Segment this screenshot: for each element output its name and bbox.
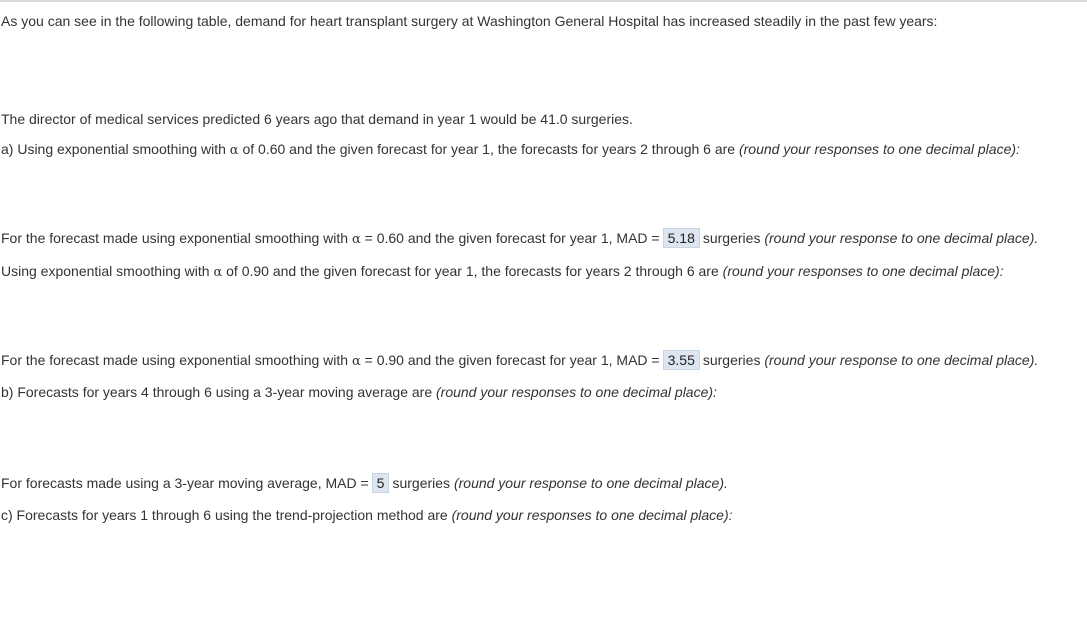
mad-090-unit: surgeries bbox=[702, 352, 761, 368]
mad-ma-note: (round your response to one decimal place). bbox=[453, 475, 728, 491]
mad-090-prefix: For the forecast made using exponential smoothing with bbox=[1, 352, 349, 368]
part-c-note: (round your responses to one decimal place): bbox=[451, 507, 733, 523]
mad-ma-row bbox=[1, 473, 728, 493]
alpha-symbol: α bbox=[213, 265, 223, 280]
part-a2-note: (round your responses to one decimal place): bbox=[722, 263, 1004, 279]
alpha-symbol: α bbox=[351, 232, 361, 247]
mad-060-unit: surgeries bbox=[702, 230, 761, 246]
mad-060-note: (round your response to one decimal place). bbox=[764, 230, 1039, 246]
part-a-middle: of 0.60 and the given forecast for year 1, the forecasts for years 2 through 6 are bbox=[242, 141, 736, 157]
director-sentence: The director of medical services predicted 6 years ago that demand in year 1 would be 41.0 surgeries. bbox=[1, 111, 633, 127]
intro-sentence: As you can see in the following table, demand for heart transplant surgery at Washington General Hospital has increased steadily in the past few years: bbox=[1, 13, 938, 29]
part-a-question bbox=[1, 140, 1020, 160]
mad-060-row bbox=[1, 228, 1038, 249]
mad-ma-prefix: For forecasts made using a 3-year moving average, MAD = bbox=[1, 475, 369, 491]
mad-090-note: (round your response to one decimal place). bbox=[764, 352, 1039, 368]
part-a2-prefix: Using exponential smoothing with bbox=[1, 263, 210, 279]
alpha-symbol: α bbox=[229, 143, 239, 158]
part-b-question bbox=[1, 383, 717, 401]
mad-090-answer-field[interactable]: 3.55 bbox=[663, 350, 700, 370]
top-divider bbox=[0, 0, 1087, 2]
intro-text bbox=[1, 12, 937, 30]
part-b-text: b) Forecasts for years 4 through 6 using a 3-year moving average are bbox=[1, 384, 433, 400]
part-a-note: (round your responses to one decimal place): bbox=[738, 141, 1020, 157]
mad-060-answer-field[interactable]: 5.18 bbox=[663, 228, 700, 248]
part-c-question bbox=[1, 506, 733, 524]
mad-090-middle: = 0.90 and the given forecast for year 1, MAD = bbox=[364, 352, 660, 368]
mad-060-prefix: For the forecast made using exponential smoothing with bbox=[1, 230, 349, 246]
part-a2-question bbox=[1, 262, 1004, 282]
alpha-symbol: α bbox=[351, 354, 361, 369]
part-b-note: (round your responses to one decimal place): bbox=[436, 384, 717, 400]
mad-090-row bbox=[1, 350, 1038, 371]
mad-060-middle: = 0.60 and the given forecast for year 1, MAD = bbox=[364, 230, 660, 246]
part-a-prefix: a) Using exponential smoothing with bbox=[1, 141, 226, 157]
mad-ma-answer-field[interactable]: 5 bbox=[372, 473, 390, 493]
director-text bbox=[1, 110, 633, 128]
part-c-text: c) Forecasts for years 1 through 6 using the trend-projection method are bbox=[1, 507, 448, 523]
mad-ma-unit: surgeries bbox=[392, 475, 451, 491]
part-a2-middle: of 0.90 and the given forecast for year 1, the forecasts for years 2 through 6 are bbox=[226, 263, 719, 279]
